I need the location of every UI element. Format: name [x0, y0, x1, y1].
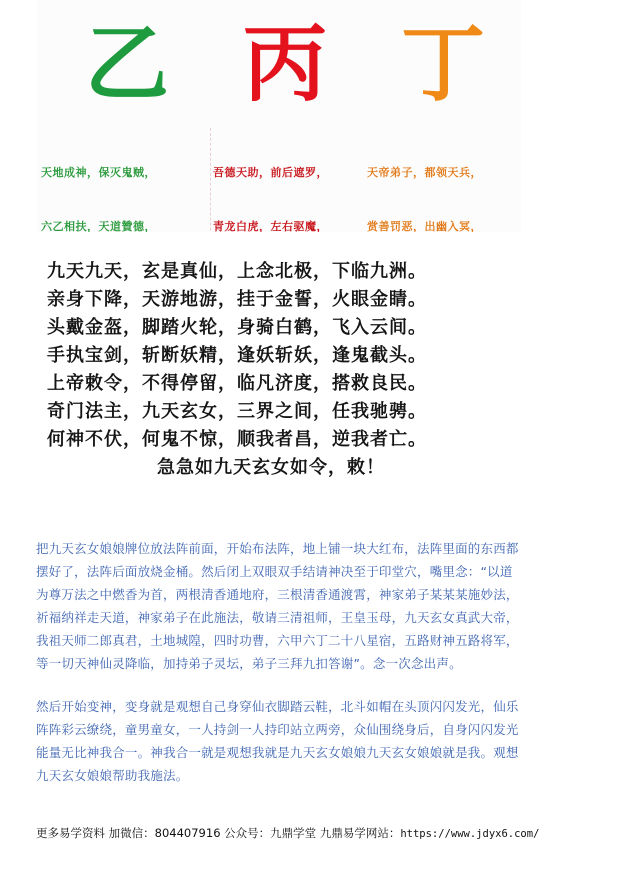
talisman-header-image — [37, 0, 521, 232]
big-char-bing: 丙 — [242, 14, 327, 113]
footer-promo — [36, 825, 596, 841]
incantation-line: 六乙相扶，天道贊德， — [41, 220, 156, 232]
incantation-line: 天地成神，保灭鬼贼， — [41, 166, 156, 179]
incantation-column-bing — [210, 128, 365, 232]
big-char-ding: 丁 — [400, 14, 485, 113]
verse-line: 何神不伏，何鬼不惊，顺我者昌，逆我者亡。 — [47, 429, 427, 450]
verse-line-final: 急急如九天玄女如令，敕！ — [157, 457, 385, 478]
incantation-line: 天帝弟子，都领天兵， — [367, 166, 482, 179]
incantation-column-yi — [41, 128, 193, 232]
verse-line: 手执宝剑，斩断妖精，逢妖斩妖，逢鬼截头。 — [47, 345, 427, 366]
verse-line: 奇门法主，九天玄女，三界之间，任我驰骋。 — [47, 401, 427, 422]
incantation-column-ding — [367, 128, 519, 232]
visualization-paragraph: 然后开始变神，变身就是观想自己身穿仙衣脚踏云鞋，北斗如帽在头顶闪闪发光，仙乐阵阵彩云缭绕，童男童女，一人持剑一人持印站立两旁，众仙围绕身后，自身闪闪发光能量无比神我合一。神我合一就是观想我就是九天玄女娘娘九天玄女娘娘就是我。观想九天玄女娘娘帮助我施法。 — [36, 699, 519, 783]
verse-line: 九天九天，玄是真仙，上念北极，下临九洲。 — [47, 261, 427, 282]
verse-image — [37, 247, 521, 483]
incantation-line: 青龙白虎，左右驱魔， — [213, 220, 328, 232]
ritual-paragraph: 把九天玄女娘娘牌位放法阵前面，开始布法阵，地上铺一块大红布，法阵里面的东西都摆好了，法阵后面放烧金桶。然后闭上双眼双手结请神决至于印堂穴，嘴里念：“以道为尊万法之中燃香为首，两根清香通地府，三根清香通渡霄，神家弟子某某某施妙法，祈福纳祥走天道，神家弟子在此施法，敬请三清祖师，王皇玉母，九天玄女真武大帝，我祖天师二郎真君，土地城隍，四时功曹，六甲六丁二十八星宿，五路财神五路将军，等一切天神仙灵降临，加持弟子灵坛，弟子三拜九扣答谢”。念一次念出声。 — [36, 541, 519, 671]
footer-website-link[interactable]: https://www.jdyx6.com/ — [400, 828, 540, 840]
verse-line: 上帝敕令，不得停留，临凡济度，搭救良民。 — [47, 373, 427, 394]
incantation-line: 赏善罚恶，出幽入冥， — [367, 220, 482, 232]
big-char-yi: 乙 — [84, 14, 169, 113]
verse-line: 亲身下降，天游地游，挂于金誓，火眼金睛。 — [47, 289, 427, 310]
verse-line: 头戴金盔，脚踏火轮，身骑白鹤，飞入云间。 — [47, 317, 427, 338]
incantation-line: 吾德天助，前后遮罗， — [213, 166, 328, 179]
footer-text: 更多易学资料 加微信：804407916 公众号：九鼎学堂 九鼎易学网站： — [36, 826, 401, 840]
